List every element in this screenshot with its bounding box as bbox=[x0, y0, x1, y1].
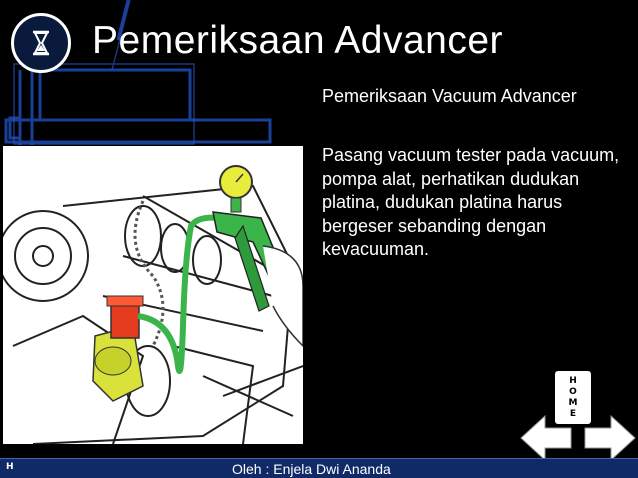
home-letter: O bbox=[569, 386, 577, 397]
slide-body-text: Pasang vacuum tester pada vacuum, pompa alat, perhatikan dudukan platina, dudukan platina harus bergeser sebanding dengan kevacuuman. bbox=[322, 145, 620, 259]
arrow-left-icon bbox=[521, 416, 571, 460]
author-credit: Oleh : Enjela Dwi Ananda bbox=[232, 461, 391, 477]
next-button[interactable] bbox=[583, 414, 637, 462]
hourglass-icon bbox=[30, 30, 52, 56]
engine-diagram bbox=[3, 146, 303, 444]
footer-bar bbox=[0, 458, 638, 478]
slide-subtitle: Pemeriksaan Vacuum Advancer bbox=[322, 86, 577, 106]
home-letter: E bbox=[569, 408, 577, 419]
vacuum-tester-illustration bbox=[3, 146, 303, 444]
home-letter: H bbox=[569, 375, 577, 386]
logo-badge bbox=[11, 13, 71, 73]
previous-button[interactable] bbox=[519, 414, 573, 462]
slide-title: Pemeriksaan Advancer bbox=[92, 19, 504, 62]
footer-corner-letter: H bbox=[6, 462, 14, 472]
home-letter: M bbox=[568, 397, 578, 408]
arrow-right-icon bbox=[585, 416, 635, 460]
